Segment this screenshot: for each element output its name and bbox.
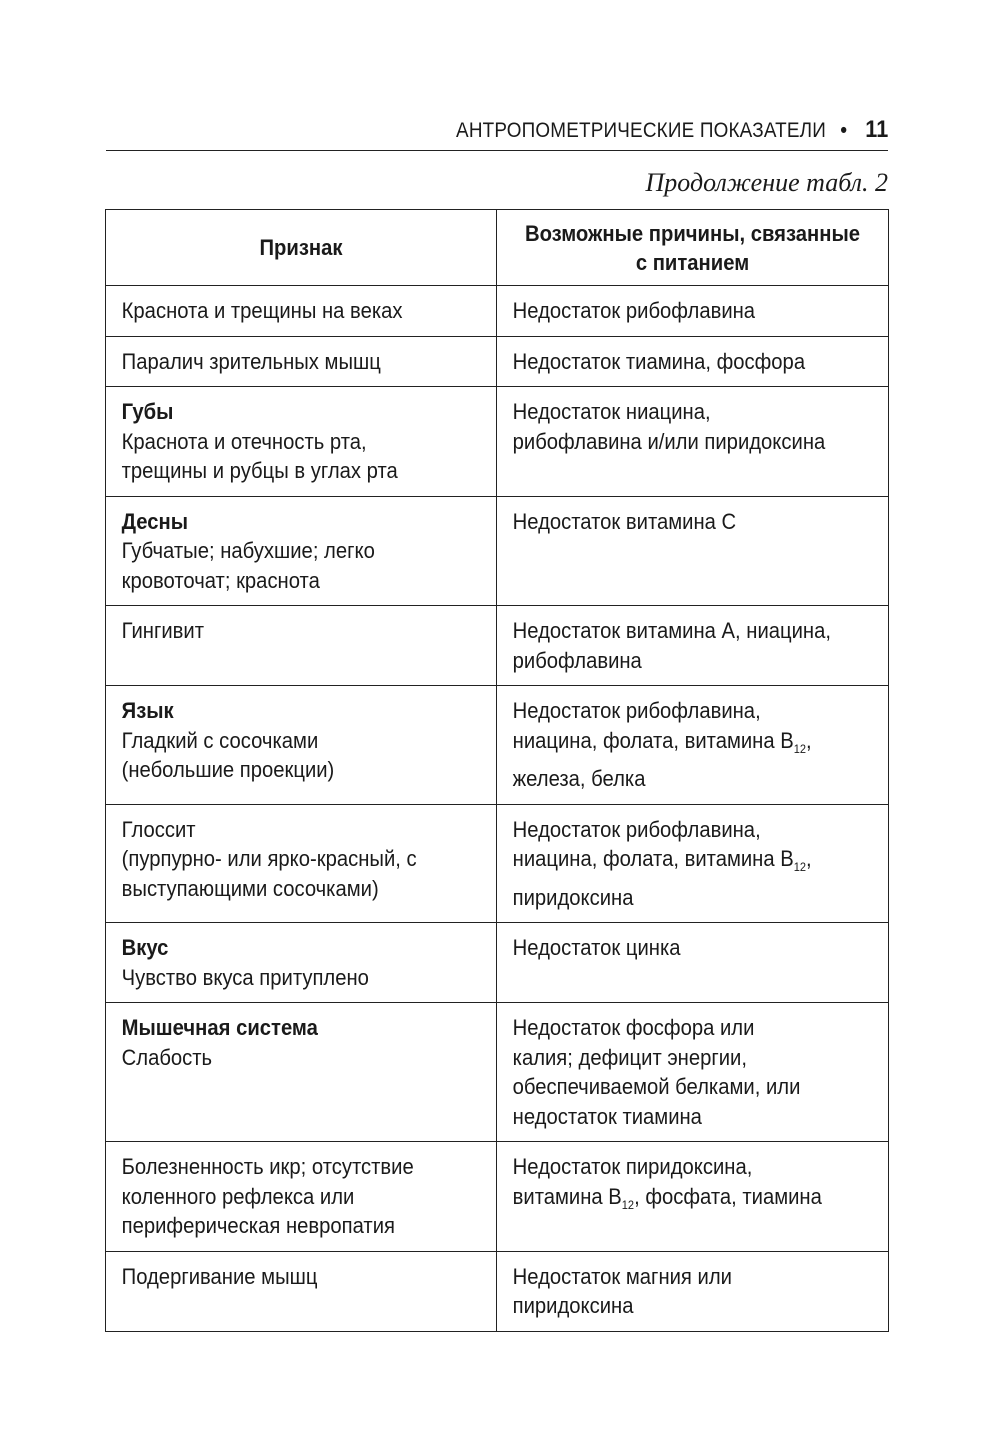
page-number: 11: [864, 116, 888, 143]
sign-text-line: выступающими сосочками): [121, 875, 379, 901]
sign-text-line: Слабость: [121, 1044, 213, 1070]
sign-text-line: трещины и рубцы в углах рта: [121, 458, 398, 483]
cause-text-line: Недостаток магния или: [512, 1263, 732, 1289]
cause-text-line: Недостаток цинка: [512, 935, 681, 960]
running-head: [106, 110, 888, 151]
column-header-sign: Признак: [106, 210, 497, 286]
sign-text-line: Губчатые; набухшие; легко: [121, 538, 375, 563]
cause-cell: [497, 1142, 889, 1252]
sign-text-line: периферическая невропатия: [121, 1213, 395, 1238]
cause-text-line: Недостаток рибофлавина,: [512, 816, 761, 842]
cause-text-line: калия; дефицит энергии,: [512, 1044, 747, 1070]
subscript: 12: [793, 741, 807, 756]
cause-cell: [497, 686, 889, 805]
table-row: [106, 1142, 889, 1252]
sign-category-title: Мышечная система: [121, 1015, 318, 1040]
table-row: [106, 387, 889, 497]
sign-text-line: кровоточат; краснота: [121, 567, 320, 593]
sign-cell: [106, 1003, 497, 1142]
cause-cell: [497, 336, 889, 387]
cause-text-line: Недостаток пиридоксина,: [512, 1154, 753, 1179]
table-row: [106, 1251, 889, 1331]
sign-cell: [106, 686, 497, 805]
sign-cell: [106, 606, 497, 686]
cause-cell: [497, 1003, 889, 1142]
cause-text-line: пиридоксина: [512, 1293, 634, 1318]
sign-text-line: Краснота и отечность рта,: [121, 428, 367, 454]
table-row: [106, 336, 889, 387]
subscript: 12: [793, 860, 807, 874]
cause-text-line: рибофлавина и/или пиридоксина: [512, 428, 826, 454]
cause-text-line: Недостаток рибофлавина,: [512, 698, 761, 723]
sign-cell: [106, 923, 497, 1003]
sign-text-line: Гладкий с сосочками: [121, 727, 319, 753]
sign-text-line: Краснота и трещины на веках: [121, 298, 403, 323]
cause-text-line: Недостаток ниацина,: [512, 399, 711, 424]
cause-cell: [497, 286, 889, 337]
running-head-text: [456, 116, 888, 144]
cause-cell: [497, 606, 889, 686]
column-header-causes: Возможные причины, связанные с питанием: [497, 210, 889, 286]
cause-text-line: обеспечиваемой белками, или: [512, 1074, 801, 1099]
sign-cell: [106, 387, 497, 497]
cause-text-line: рибофлавина: [512, 647, 642, 673]
sign-cell: [106, 496, 497, 606]
cause-text-line: железа, белка: [512, 766, 646, 791]
table-caption: Продолжение табл. 2: [645, 168, 888, 197]
sign-text-line: Чувство вкуса притуплено: [121, 964, 369, 990]
table-header-row: [106, 210, 889, 286]
cause-cell: [497, 923, 889, 1003]
sign-text-line: Подергивание мышц: [121, 1263, 318, 1289]
table-row: [106, 1003, 889, 1142]
sign-text-line: Паралич зрительных мышц: [121, 348, 381, 374]
sign-cell: [106, 336, 497, 387]
sign-text-line: Глоссит: [121, 816, 196, 842]
bullet-separator: •: [839, 119, 847, 142]
cause-cell: [497, 804, 889, 923]
sign-cell: [106, 1251, 497, 1331]
sign-text-line: Болезненность икр; отсутствие: [121, 1154, 414, 1179]
cause-text-line: Недостаток тиамина, фосфора: [512, 348, 806, 374]
sign-text-line: (пурпурно- или ярко-красный, с: [121, 846, 417, 871]
table-row: [106, 804, 889, 923]
cause-text-line: недостаток тиамина: [512, 1103, 702, 1129]
table-row: [106, 286, 889, 337]
section-title: АНТРОПОМЕТРИЧЕСКИЕ ПОКАЗАТЕЛИ: [455, 119, 826, 142]
cause-cell: [497, 496, 889, 606]
cause-text-line: ниацина, фолата, витамина $В_{12}$,: [512, 846, 812, 874]
cause-text-line: витамина $В_{12}$, фосфата, тиамина: [512, 1183, 822, 1212]
sign-category-title: Язык: [121, 698, 174, 723]
cause-cell: [497, 1251, 889, 1331]
cause-text-line: пиридоксина: [512, 884, 634, 910]
sign-category-title: Вкус: [121, 935, 169, 960]
sign-category-title: Губы: [121, 399, 174, 424]
sign-text-line: коленного рефлекса или: [121, 1183, 355, 1209]
cause-text-line: Недостаток витамина А, ниацина,: [512, 618, 831, 643]
cause-text-line: Недостаток фосфора или: [512, 1015, 755, 1040]
subscript: 12: [621, 1197, 635, 1212]
sign-category-title: Десны: [121, 508, 189, 534]
sign-text-line: Гингивит: [121, 618, 204, 643]
sign-text-line: (небольшие проекции): [121, 757, 335, 782]
cause-text-line: Недостаток рибофлавина: [512, 298, 756, 323]
table-row: [106, 923, 889, 1003]
table-row: [106, 686, 889, 805]
sign-cell: [106, 286, 497, 337]
cause-text-line: ниацина, фолата, витамина $В_{12}$,: [512, 727, 812, 756]
table-row: [106, 496, 889, 606]
symptoms-table: [105, 209, 889, 1332]
cause-cell: [497, 387, 889, 497]
sign-cell: [106, 804, 497, 923]
cause-text-line: Недостаток витамина С: [512, 508, 737, 534]
table-row: [106, 606, 889, 686]
sign-cell: [106, 1142, 497, 1252]
